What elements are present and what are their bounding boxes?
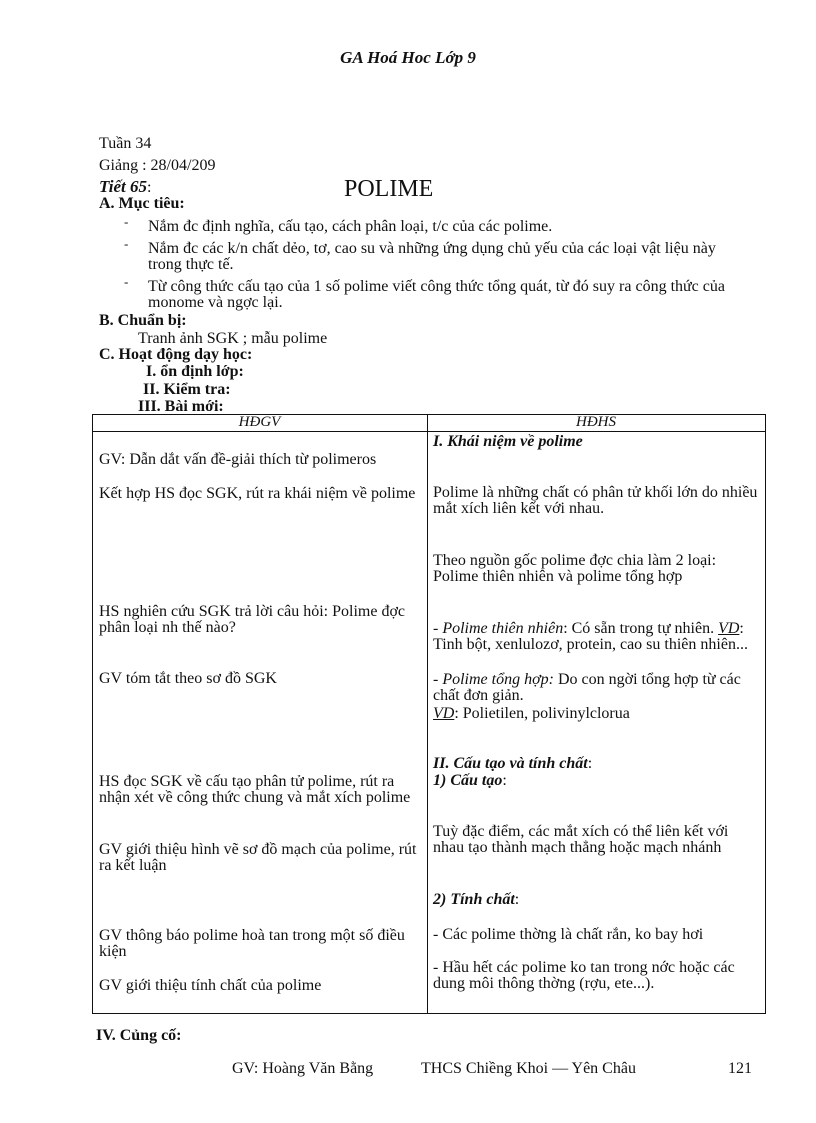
student-activity: VD: Polietilen, polivinylclorua <box>433 705 630 722</box>
section-c-heading: C. Hoạt động dạy học: <box>99 346 253 363</box>
teacher-activity: GV tóm tắt theo sơ đồ SGK <box>99 670 277 687</box>
teacher-activity: HS nghiên cứu SGK trả lời câu hỏi: Polime đợc phân loại nh thế nào? <box>99 603 405 636</box>
bullet-mark: - <box>124 236 129 251</box>
page-title: POLIME <box>344 176 434 202</box>
section-heading: II. Cấu tạo và tính chất: <box>433 755 593 772</box>
bullet-mark: - <box>124 214 129 229</box>
student-activity: - Polime tổng hợp: Do con ngời tổng hợp từ các chất đơn giản. <box>433 671 741 704</box>
column-header-teacher: HĐGV <box>238 414 281 430</box>
column-header-student: HĐHS <box>576 414 616 430</box>
bullet-mark: - <box>124 274 129 289</box>
section-b-heading: B. Chuẩn bị: <box>99 312 187 329</box>
lesson-number <box>99 177 151 197</box>
subsection-heading: 2) Tính chất: <box>433 891 520 908</box>
student-activity: Polime là những chất có phân tử khối lớn do nhiều mắt xích liên kết với nhau. <box>433 484 758 517</box>
table-header-rule <box>92 431 766 432</box>
lesson-label: Tiết 65 <box>99 177 147 196</box>
activity-item: II. Kiểm tra: <box>143 381 231 398</box>
student-activity: - Các polime thờng là chất rắn, ko bay hơi <box>433 926 704 943</box>
objective-item: Nắm đc định nghĩa, cấu tạo, cách phân loại, t/c của các polime. <box>148 218 553 235</box>
subsection-heading: 1) Cấu tạo: <box>433 772 507 789</box>
activity-item: I. ổn định lớp: <box>146 363 244 380</box>
student-activity: Theo nguồn gốc polime đợc chia làm 2 loại: Polime thiên nhiên và polime tổng hợp <box>433 552 717 585</box>
page-header: GA Hoá Hoc Lớp 9 <box>340 48 476 67</box>
date-label: Giảng : 28/04/209 <box>99 157 216 174</box>
teacher-activity: GV thông báo polime hoà tan trong một số điều kiện <box>99 927 405 960</box>
lesson-colon: : <box>147 179 152 196</box>
section-heading: I. Khái niệm về polime <box>433 433 583 450</box>
student-activity: Tuỳ đặc điểm, các mắt xích có thể liên kết với nhau tạo thành mạch thẳng hoặc mạch nhánh <box>433 823 729 856</box>
section-d-heading: IV. Củng cố: <box>96 1027 182 1044</box>
student-activity: - Polime thiên nhiên: Có sẵn trong tự nhiên. VD: Tinh bột, xenlulozơ, protein, cao su thiên nhiên... <box>433 620 748 653</box>
footer-school: THCS Chiềng Khoi — Yên Châu <box>421 1060 636 1077</box>
teacher-activity: Kết hợp HS đọc SGK, rút ra khái niệm về polime <box>99 485 416 502</box>
week-label: Tuần 34 <box>99 135 152 152</box>
teacher-activity: HS đọc SGK về cấu tạo phân tử polime, rút ra nhận xét về công thức chung và mắt xích polime <box>99 773 411 806</box>
page-number: 121 <box>728 1060 752 1077</box>
student-activity: - Hầu hết các polime ko tan trong nớc hoặc các dung môi thông thờng (rợu, ete...). <box>433 959 735 992</box>
footer-author: GV: Hoàng Văn Bằng <box>232 1060 374 1077</box>
objective-item: Từ công thức cấu tạo của 1 số polime viết công thức tổng quát, từ đó suy ra công thức của monome và ngợc lại. <box>148 278 725 311</box>
teacher-activity: GV giới thiệu tính chất của polime <box>99 977 322 994</box>
table-divider <box>427 414 428 1014</box>
objective-item: Nắm đc các k/n chất dẻo, tơ, cao su và những ứng dụng chủ yếu của các loại vật liệu này trong thực tế. <box>148 240 716 273</box>
section-b-text: Tranh ảnh SGK ; mẫu polime <box>138 330 328 347</box>
activity-item: III. Bài mới: <box>138 398 224 415</box>
teacher-activity: GV: Dẫn dắt vấn đề-giải thích từ polimeros <box>99 451 377 468</box>
section-a-heading: A. Mục tiêu: <box>99 195 185 212</box>
teacher-activity: GV giới thiệu hình vẽ sơ đồ mạch của polime, rút ra kết luận <box>99 841 417 874</box>
